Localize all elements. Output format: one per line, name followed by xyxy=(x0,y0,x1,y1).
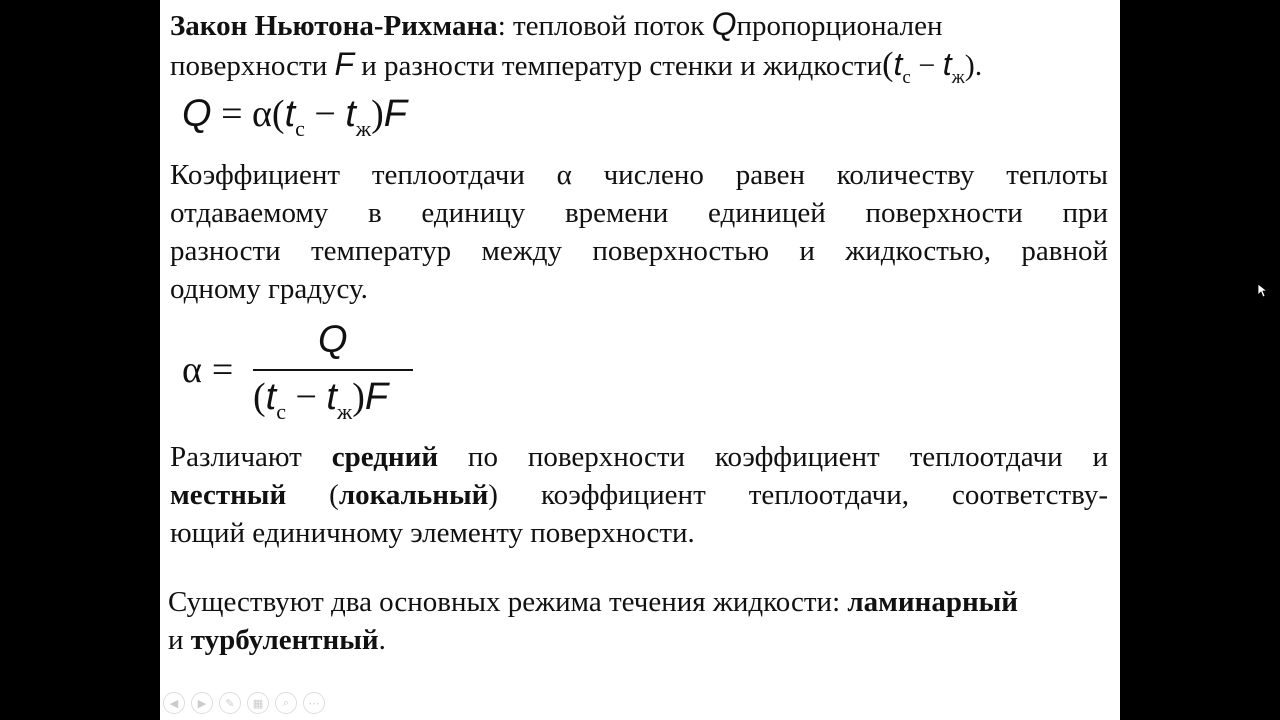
slideshow-toolbar xyxy=(163,692,325,714)
newton-law-paragraph: Закон Ньютона-Рихмана: тепловой поток Qпропорционален поверхности F и разности температур стенки и $жидкости(t_с - t_ж)$. xyxy=(170,6,983,88)
fraction-bar xyxy=(253,369,413,371)
coefficient-definition-paragraph: Коэффициент теплоотдачи α численo равен количеству теплоты отдаваемому в единицу времени единицей поверхности при разности температур между поверхностью и жидкостью, равной одному градусу. xyxy=(170,159,1108,305)
zoom-icon[interactable]: ⌕ xyxy=(275,692,297,714)
fraction-denominator: $(t_с - t_ж)F$ xyxy=(253,376,389,424)
flow-regimes-paragraph: Существуют два основных режима течения жидкости: ламинарный и турбулентный. xyxy=(168,586,1019,656)
coefficient-types-paragraph: Различают средний по поверхности коэффициент теплоотдачи и местный (локальный) коэффициент теплоотдачи, соответству- ющий единичному элементу поверхности. xyxy=(170,441,1109,549)
fraction-numerator: Q xyxy=(318,319,348,361)
slides-icon[interactable]: ▦ xyxy=(247,692,269,714)
mouse-cursor-icon xyxy=(1258,284,1268,298)
alpha-lhs: α = xyxy=(182,349,234,391)
next-icon[interactable]: ▶ xyxy=(191,692,213,714)
prev-icon[interactable]: ◀ xyxy=(163,692,185,714)
law-title: Закон Ньютона-Рихмана xyxy=(170,10,498,42)
slide xyxy=(160,0,1120,720)
more-icon[interactable]: ⋯ xyxy=(303,692,325,714)
pen-icon[interactable]: ✎ xyxy=(219,692,241,714)
heat-flux-formula: $Q = \alpha(t_с - t_ж)F$ xyxy=(182,93,407,141)
